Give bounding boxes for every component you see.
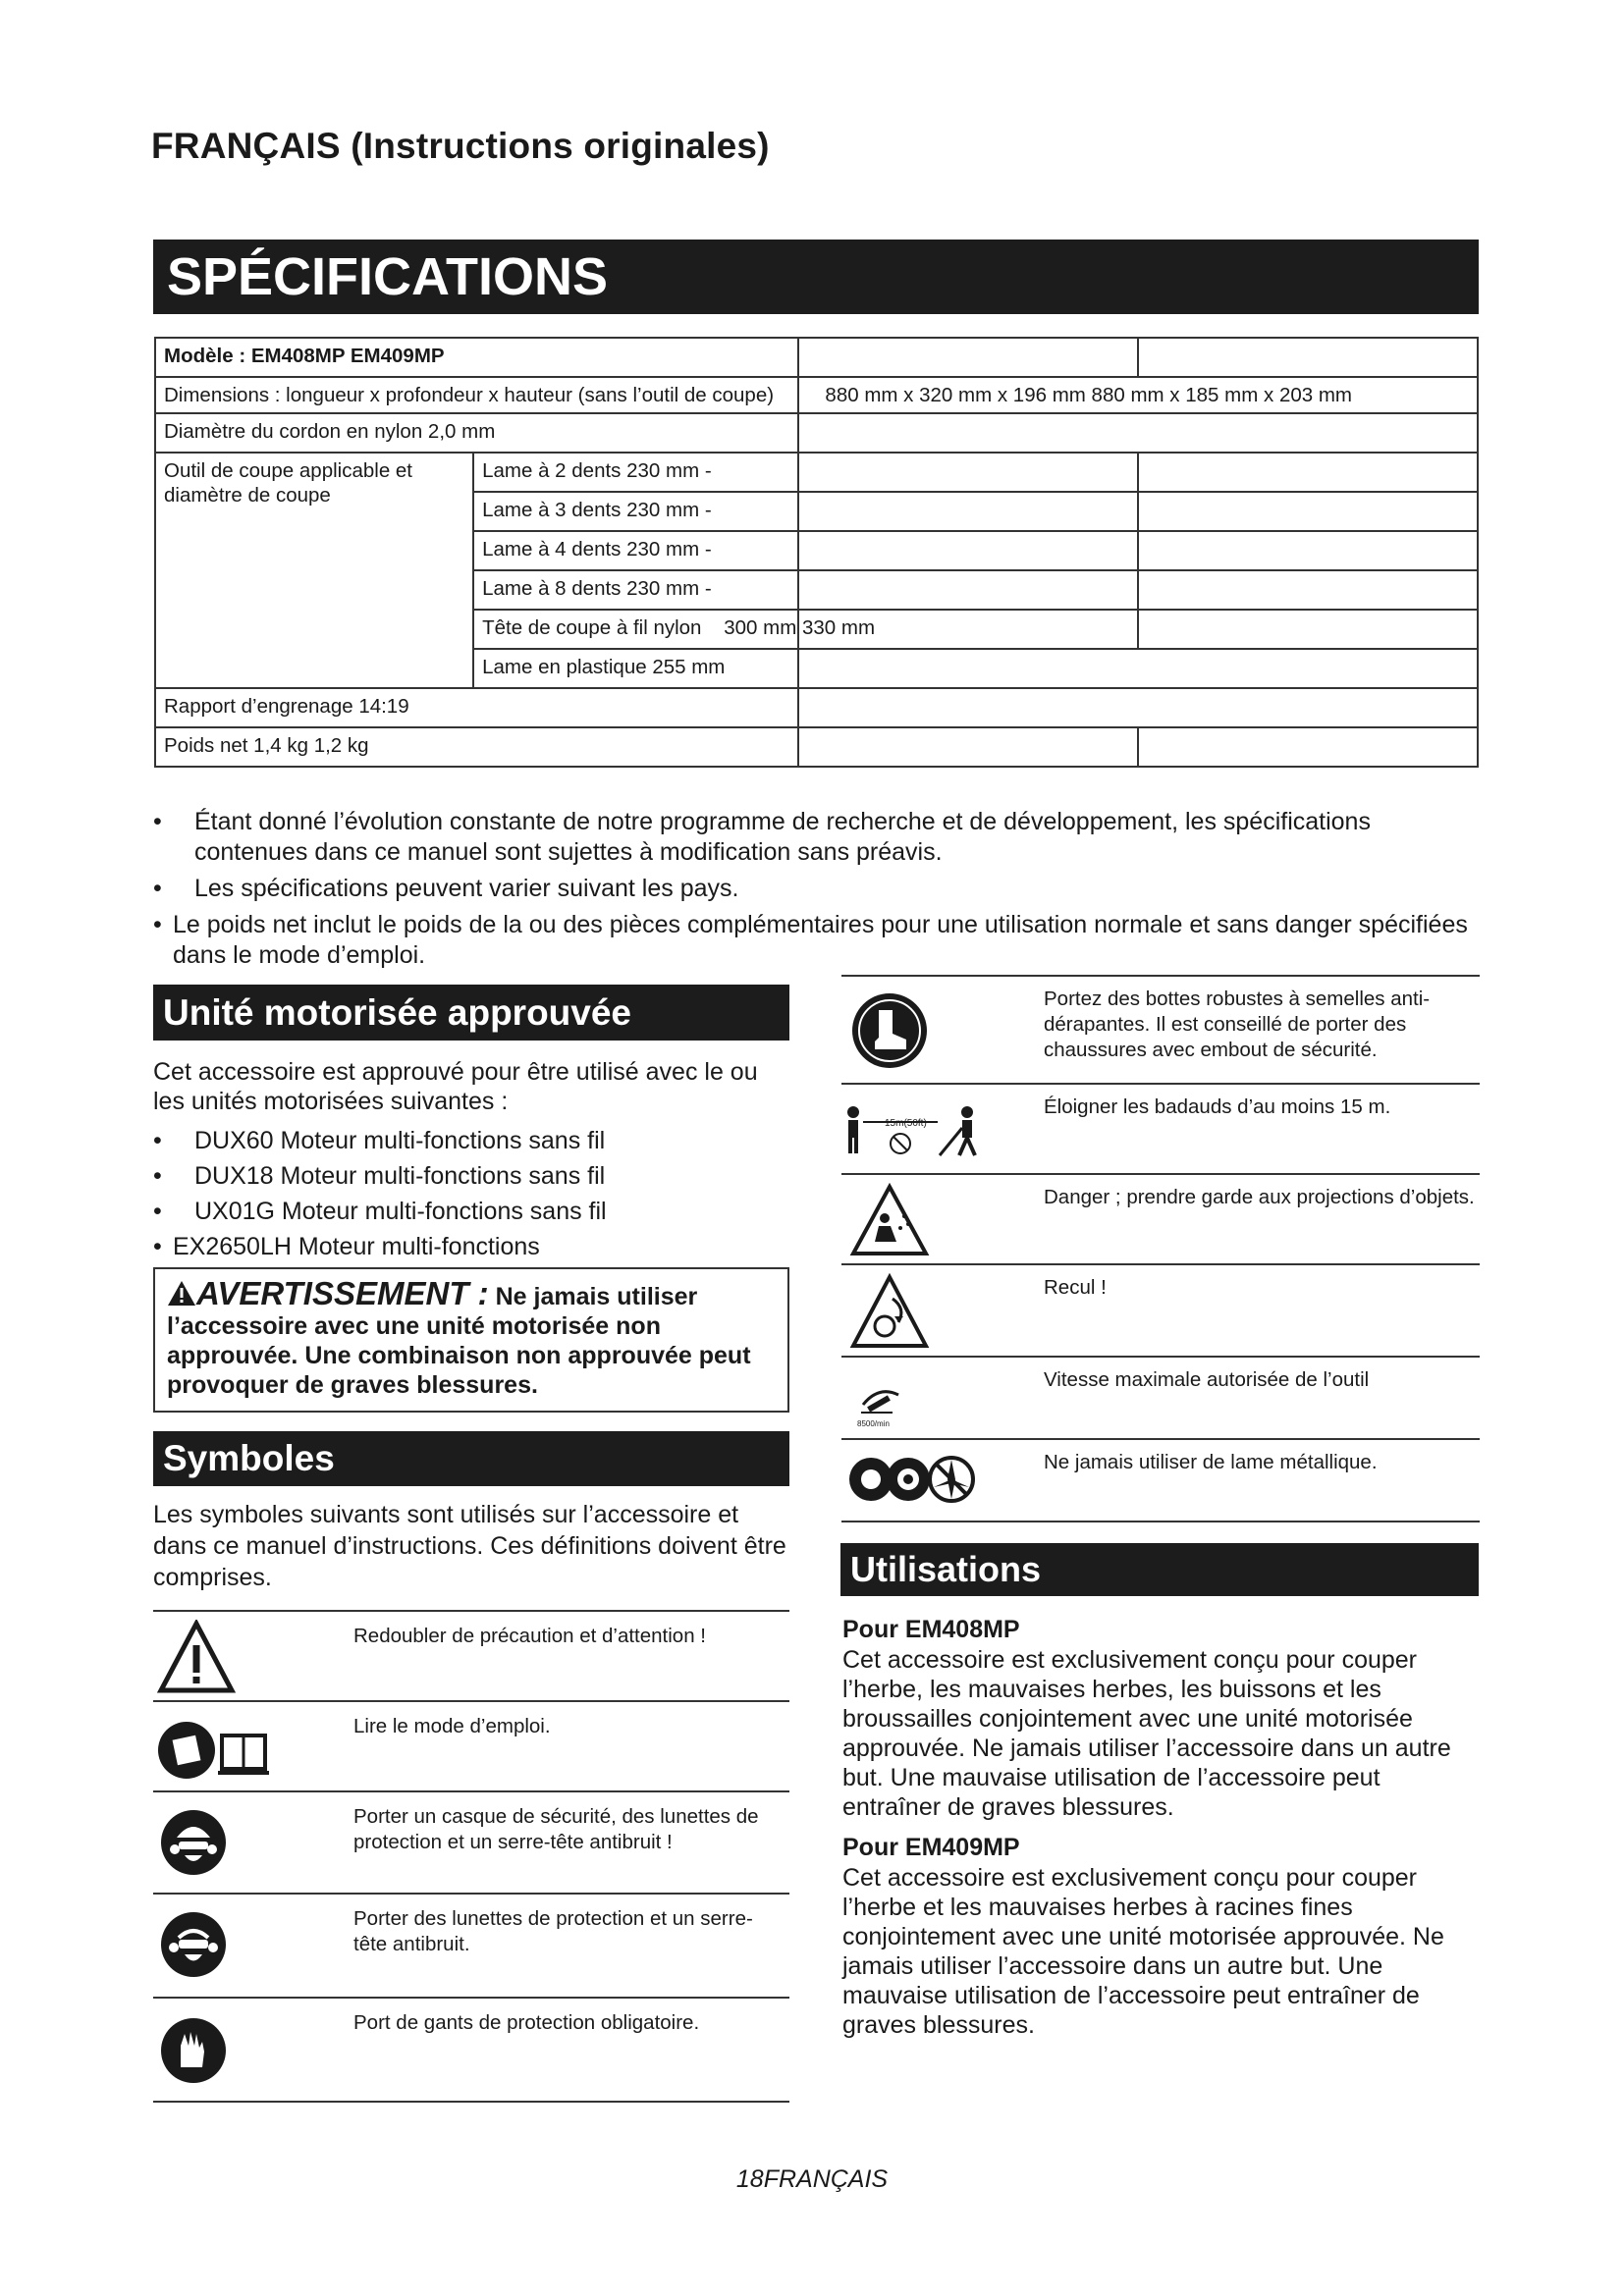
symbol-row — [841, 1173, 1480, 1265]
symbol-row — [841, 1356, 1480, 1440]
warning-text: Ne jamais utiliser l’accessoire avec une unité motorisée non approuvée. Une combinaison non approuvée peut provoquer de graves blessures. — [167, 1283, 751, 1399]
symbol-row — [153, 1997, 789, 2103]
symbol-row — [841, 1083, 1480, 1175]
kickback-icon — [849, 1273, 930, 1352]
empty-cell — [798, 413, 1478, 453]
note-item: • Le poids net inclut le poids de la ou des pièces complémentaires pour une utilisation normale et sans danger spécifiées dans le mode d’emploi. — [153, 911, 1468, 969]
svg-text:8500/min: 8500/min — [857, 1419, 890, 1428]
symbol-description: Porter un casque de sécurité, des lunettes de protection et un serre-tête antibruit ! — [353, 1805, 759, 1853]
warning-triangle-icon — [167, 1280, 196, 1307]
blade-row: Lame en plastique 255 mm — [473, 649, 798, 688]
empty-cell — [798, 338, 1138, 377]
dimensions-value-cell — [798, 377, 1478, 413]
list-item: • EX2650LH Moteur multi-fonctions — [153, 1233, 540, 1260]
symbol-row — [153, 1700, 789, 1792]
boots-icon — [849, 990, 930, 1071]
specifications-banner: SPÉCIFICATIONS — [153, 240, 1479, 314]
goggles-earmuffs-icon — [159, 1910, 228, 1979]
empty-cell — [798, 570, 1138, 610]
empty-cell — [798, 727, 1138, 767]
page-heading: FRANÇAIS (Instructions originales) — [151, 126, 770, 166]
em409-heading: Pour EM409MP — [842, 1834, 1020, 1861]
empty-cell — [1138, 492, 1478, 531]
symbol-description: Porter des lunettes de protection et un serre-tête antibruit. — [353, 1907, 753, 1955]
em408-heading: Pour EM408MP — [842, 1616, 1020, 1643]
symbol-description: Éloigner les badauds d’au moins 15 m. — [1044, 1095, 1391, 1118]
symbol-description: Port de gants de protection obligatoire. — [353, 2011, 700, 2034]
model-cell: Modèle : EM408MP EM409MP — [155, 338, 798, 377]
empty-cell — [1138, 727, 1478, 767]
approved-unit-list — [153, 1123, 791, 1264]
empty-cell — [1138, 338, 1478, 377]
symbols-intro: Les symboles suivants sont utilisés sur l’accessoire et dans ce manuel d’instructions. Ces définitions doivent être comprises. — [153, 1501, 786, 1591]
empty-cell — [1138, 453, 1478, 492]
nylon-diameter: Diamètre du cordon en nylon 2,0 mm — [155, 413, 798, 453]
symbol-description: Danger ; prendre garde aux projections d’objets. — [1044, 1186, 1475, 1208]
list-item: • UX01G Moteur multi-fonctions sans fil — [153, 1198, 607, 1225]
empty-cell — [1138, 610, 1478, 649]
symbol-row — [153, 1893, 789, 1999]
net-weight: Poids net 1,4 kg 1,2 kg — [155, 727, 798, 767]
symbols-table-left — [153, 1610, 789, 2099]
approved-unit-intro: Cet accessoire est approuvé pour être utilisé avec le ou les unités motorisées suivantes : — [153, 1058, 758, 1115]
bystanders-distance-icon — [841, 1102, 999, 1161]
nylon-head-row: Tête de coupe à fil nylon 300 mm 330 mm — [482, 616, 876, 639]
blade-row: Lame à 3 dents 230 mm - — [473, 492, 798, 531]
uses-heading: Utilisations — [840, 1543, 1479, 1596]
warning-title: AVERTISSEMENT : — [196, 1275, 489, 1311]
dimensions-label: Dimensions : longueur x profondeur x hauteur (sans l’outil de coupe) — [155, 377, 798, 413]
spec-notes — [153, 807, 1479, 977]
symbol-row — [841, 975, 1480, 1085]
page-footer: 18FRANÇAIS — [735, 2165, 889, 2193]
empty-cell — [1138, 570, 1478, 610]
nylon-head-cell — [473, 610, 876, 649]
gloves-icon — [159, 2016, 228, 2085]
note-item: • Étant donné l’évolution constante de notre programme de recherche et de développement, les spécifications contenues dans ce manuel sont sujettes à modification sans préavis. — [153, 808, 1371, 866]
symbol-description: Redoubler de précaution et d’attention ! — [353, 1625, 707, 1647]
symbol-row — [841, 1263, 1480, 1358]
no-metal-blade-icon — [847, 1450, 995, 1509]
symbols-table-right — [841, 975, 1480, 1521]
list-item: • DUX18 Moteur multi-fonctions sans fil — [153, 1162, 606, 1190]
dimensions-value: 880 mm x 320 mm x 196 mm 880 mm x 185 mm x 203 mm — [825, 384, 1352, 406]
symbol-description: Vitesse maximale autorisée de l’outil — [1044, 1368, 1370, 1391]
empty-cell — [798, 492, 1138, 531]
em408-text: Cet accessoire est exclusivement conçu pour couper l’herbe, les mauvaises herbes, les buissons et les broussailles conjointement avec une unité motorisée approuvée. Ne jamais utiliser l’accessoire dans un autre but. Une mauvaise utilisation de l’accessoire peut entraîner de graves blessures. — [842, 1646, 1451, 1821]
symbol-description: Lire le mode d’emploi. — [353, 1715, 551, 1737]
warning-triangle-icon — [157, 1620, 236, 1694]
symbols-heading: Symboles — [153, 1431, 789, 1486]
note-item: • Les spécifications peuvent varier suivant les pays. — [153, 875, 739, 902]
blade-row: Lame à 4 dents 230 mm - — [473, 531, 798, 570]
symbol-row — [153, 1790, 789, 1895]
tool-label: Outil de coupe applicable et diamètre de coupe — [155, 453, 473, 688]
symbol-description: Recul ! — [1044, 1276, 1107, 1299]
empty-cell — [798, 453, 1138, 492]
max-speed-icon — [849, 1365, 928, 1434]
blade-row: Lame à 2 dents 230 mm - — [473, 453, 798, 492]
symbol-description: Ne jamais utiliser de lame métallique. — [1044, 1451, 1378, 1473]
warning-box — [153, 1267, 789, 1413]
symbol-row — [153, 1610, 789, 1702]
empty-cell — [798, 531, 1138, 570]
svg-text:15m(50ft): 15m(50ft) — [885, 1118, 927, 1129]
empty-cell — [798, 649, 1478, 688]
list-item: • DUX60 Moteur multi-fonctions sans fil — [153, 1127, 606, 1154]
read-manual-icon — [155, 1716, 293, 1785]
flying-objects-icon — [849, 1183, 930, 1257]
approved-unit-heading: Unité motorisée approuvée — [153, 985, 789, 1041]
symbol-row — [841, 1438, 1480, 1522]
empty-cell — [1138, 531, 1478, 570]
em409-text: Cet accessoire est exclusivement conçu pour couper l’herbe et les mauvaises herbes à racines fines conjointement avec une unité motorisée approuvée. Ne jamais utiliser l’accessoire dans un autre but. Une mauvaise utilisation de l’accessoire peut entraîner de graves blessures. — [842, 1864, 1444, 2039]
helmet-goggles-earmuffs-icon — [159, 1808, 228, 1877]
symbol-description: Portez des bottes robustes à semelles anti-dérapantes. Il est conseillé de porter des chaussures avec embout de sécurité. — [1044, 988, 1431, 1061]
empty-cell — [798, 688, 1478, 727]
blade-row: Lame à 8 dents 230 mm - — [473, 570, 798, 610]
spec-table — [154, 337, 1479, 768]
gear-ratio: Rapport d’engrenage 14:19 — [155, 688, 798, 727]
